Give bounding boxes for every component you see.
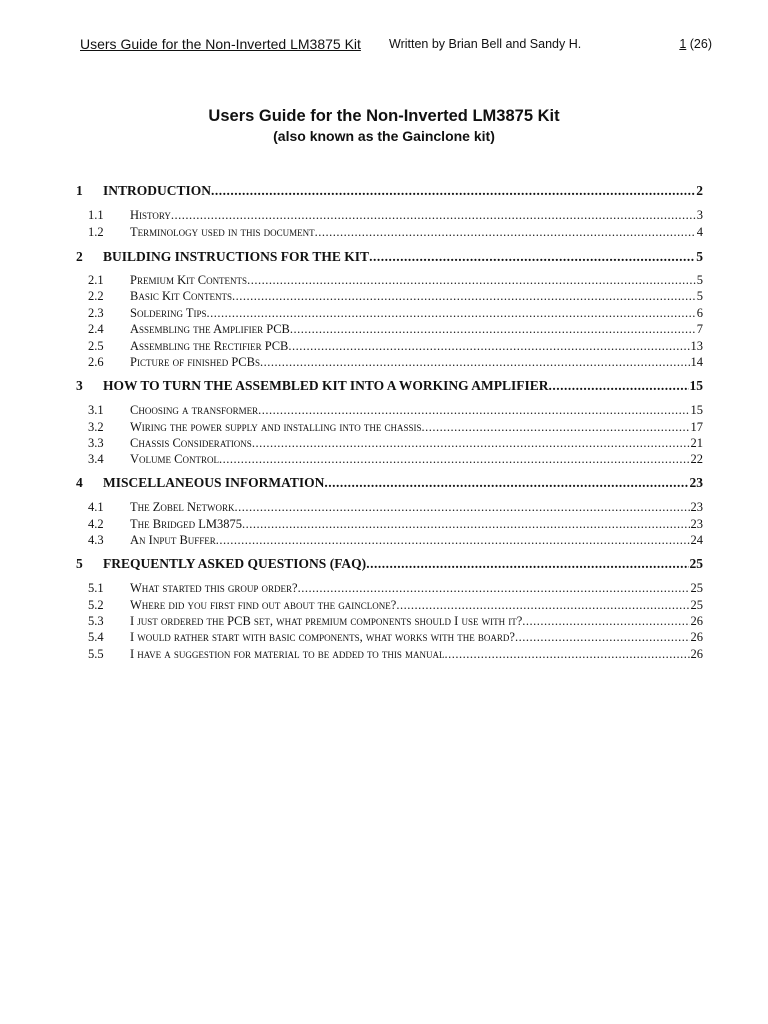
document-title: Users Guide for the Non-Inverted LM3875 Kit: [208, 107, 560, 125]
toc-dot-leader: [216, 533, 690, 548]
toc-subsection[interactable]: [88, 581, 703, 596]
toc-subsection[interactable]: [88, 647, 703, 662]
toc-title: MISCELLANEOUS INFORMATION: [103, 475, 325, 490]
toc-number: 1.2: [88, 225, 104, 239]
toc-title: Premium Kit Contents: [130, 273, 248, 287]
toc-title: I just ordered the PCB set, what premium components should I use with it?: [130, 614, 523, 628]
toc-page-number: 14: [690, 355, 703, 369]
toc-subsection[interactable]: [88, 355, 703, 370]
toc-number: 3.2: [88, 420, 104, 434]
toc-subsection[interactable]: [88, 306, 703, 321]
toc-dot-leader: [549, 378, 689, 394]
toc-number: 3.3: [88, 436, 104, 450]
toc-dot-leader: [515, 630, 690, 645]
toc-dot-leader: [369, 249, 695, 265]
toc-dot-leader: [252, 436, 690, 451]
toc-title: Terminology used in this document: [130, 225, 315, 239]
toc-title: Volume Control: [130, 452, 219, 466]
toc-page-number: 23: [690, 500, 703, 514]
toc-title: Soldering Tips: [130, 306, 207, 320]
toc-dot-leader: [324, 475, 688, 491]
toc-page-number: 17: [690, 420, 703, 434]
toc-title: I would rather start with basic components, what works with the board?: [130, 630, 515, 644]
document-subtitle: (also known as the Gainclone kit): [273, 128, 495, 144]
toc-number: 4: [76, 475, 83, 490]
toc-title: FREQUENTLY ASKED QUESTIONS (FAQ): [103, 556, 367, 571]
toc-section[interactable]: [76, 556, 703, 572]
toc-title: HOW TO TURN THE ASSEMBLED KIT INTO A WORKING AMPLIFIER: [103, 378, 549, 393]
toc-page-number: 5: [696, 289, 703, 303]
toc-title: The Zobel Network: [130, 500, 235, 514]
toc-dot-leader: [207, 306, 696, 321]
toc-dot-leader: [366, 556, 688, 572]
toc-page-number: 2: [696, 183, 703, 198]
toc-number: 1.1: [88, 208, 104, 222]
toc-number: 1: [76, 183, 83, 198]
toc-page-number: 5: [696, 273, 703, 287]
toc-dot-leader: [522, 614, 689, 629]
toc-number: 4.2: [88, 517, 104, 531]
toc-subsection[interactable]: [88, 452, 703, 467]
toc-page-number: 15: [689, 378, 703, 393]
toc-subsection[interactable]: [88, 500, 703, 515]
toc-number: 2.6: [88, 355, 104, 369]
toc-number: 5.2: [88, 598, 104, 612]
toc-dot-leader: [242, 517, 690, 532]
toc-title: Where did you first find out about the gainclone?: [130, 598, 397, 612]
toc-dot-leader: [232, 289, 696, 304]
toc-page-number: 4: [696, 225, 703, 239]
toc-subsection[interactable]: [88, 598, 703, 613]
toc-subsection[interactable]: [88, 339, 703, 354]
toc-section[interactable]: [76, 249, 703, 265]
toc-dot-leader: [288, 339, 689, 354]
authors: Written by Brian Bell and Sandy H.: [389, 37, 582, 51]
toc-page-number: 15: [690, 403, 703, 417]
toc-title: The Bridged LM3875: [130, 517, 242, 531]
toc-page-number: 23: [689, 475, 703, 490]
toc-number: 5.5: [88, 647, 104, 661]
toc-number: 3: [76, 378, 83, 393]
page-total: (26): [689, 37, 712, 51]
toc-subsection[interactable]: [88, 273, 703, 288]
toc-number: 5.4: [88, 630, 104, 644]
toc-page-number: 25: [690, 581, 703, 595]
toc-page-number: 21: [690, 436, 703, 450]
toc-page-number: 24: [690, 533, 703, 547]
toc-title: What started this group order?: [130, 581, 298, 595]
toc-subsection[interactable]: [88, 630, 703, 645]
toc-page-number: 22: [690, 452, 703, 466]
toc-title: History: [130, 208, 171, 222]
toc-title: Choosing a transformer: [130, 403, 259, 417]
toc-title: Assembling the Amplifier PCB: [130, 322, 290, 336]
toc-dot-leader: [396, 598, 689, 613]
toc-page-number: 25: [689, 556, 703, 571]
toc-title: Basic Kit Contents: [130, 289, 232, 303]
toc-page-number: 26: [690, 647, 703, 661]
toc-number: 2.4: [88, 322, 104, 336]
page-number: 1: [679, 37, 687, 51]
toc-number: 2.1: [88, 273, 104, 287]
toc-subsection[interactable]: [88, 403, 703, 418]
toc-title: I have a suggestion for material to be added to this manual: [130, 647, 445, 661]
toc-subsection[interactable]: [88, 420, 703, 435]
toc-section[interactable]: [76, 183, 703, 199]
toc-subsection[interactable]: [88, 517, 703, 532]
toc-dot-leader: [290, 322, 696, 337]
toc-page-number: 25: [690, 598, 703, 612]
toc-title: An Input Buffer: [130, 533, 216, 547]
toc-dot-leader: [219, 452, 690, 467]
toc-subsection[interactable]: [88, 436, 703, 451]
toc-dot-leader: [235, 500, 690, 515]
toc-subsection[interactable]: [88, 533, 703, 548]
page-indicator: [679, 37, 712, 51]
toc-page-number: 26: [690, 614, 703, 628]
toc-page-number: 7: [696, 322, 703, 336]
toc-number: 5.1: [88, 581, 104, 595]
toc-page-number: 13: [690, 339, 703, 353]
toc-number: 3.1: [88, 403, 104, 417]
toc-number: 2.2: [88, 289, 104, 303]
toc-number: 2.5: [88, 339, 104, 353]
toc-dot-leader: [247, 273, 696, 288]
toc-dot-leader: [315, 225, 696, 240]
toc-title: Chassis Considerations: [130, 436, 252, 450]
toc-dot-leader: [258, 403, 689, 418]
toc-number: 2.3: [88, 306, 104, 320]
toc-page-number: 6: [696, 306, 703, 320]
toc-page-number: 5: [696, 249, 703, 264]
toc-dot-leader: [260, 355, 690, 370]
toc-number: 5: [76, 556, 83, 571]
toc-subsection[interactable]: [88, 614, 703, 629]
running-header: [80, 36, 712, 56]
toc-subsection[interactable]: [88, 225, 703, 240]
toc-page-number: 26: [690, 630, 703, 644]
toc-subsection[interactable]: [88, 208, 703, 223]
toc-title: BUILDING INSTRUCTIONS FOR THE KIT: [103, 249, 370, 264]
toc-number: 3.4: [88, 452, 104, 466]
toc-dot-leader: [298, 581, 690, 596]
toc-dot-leader: [445, 647, 690, 662]
toc-dot-leader: [171, 208, 696, 223]
toc-number: 4.3: [88, 533, 104, 547]
toc-page-number: 23: [690, 517, 703, 531]
toc-dot-leader: [211, 183, 695, 199]
toc-dot-leader: [422, 420, 690, 435]
toc-title: INTRODUCTION: [103, 183, 212, 198]
toc-title: Wiring the power supply and installing into the chassis: [130, 420, 422, 434]
toc-section[interactable]: [76, 475, 703, 491]
toc-title: Picture of finished PCBs: [130, 355, 260, 369]
toc-subsection[interactable]: [88, 289, 703, 304]
toc-subsection[interactable]: [88, 322, 703, 337]
toc-section[interactable]: [76, 378, 703, 394]
toc-number: 2: [76, 249, 83, 264]
toc-number: 4.1: [88, 500, 104, 514]
toc-page-number: 3: [696, 208, 703, 222]
toc-title: Assembling the Rectifier PCB: [130, 339, 289, 353]
running-title: Users Guide for the Non-Inverted LM3875 Kit: [80, 36, 361, 52]
toc-number: 5.3: [88, 614, 104, 628]
